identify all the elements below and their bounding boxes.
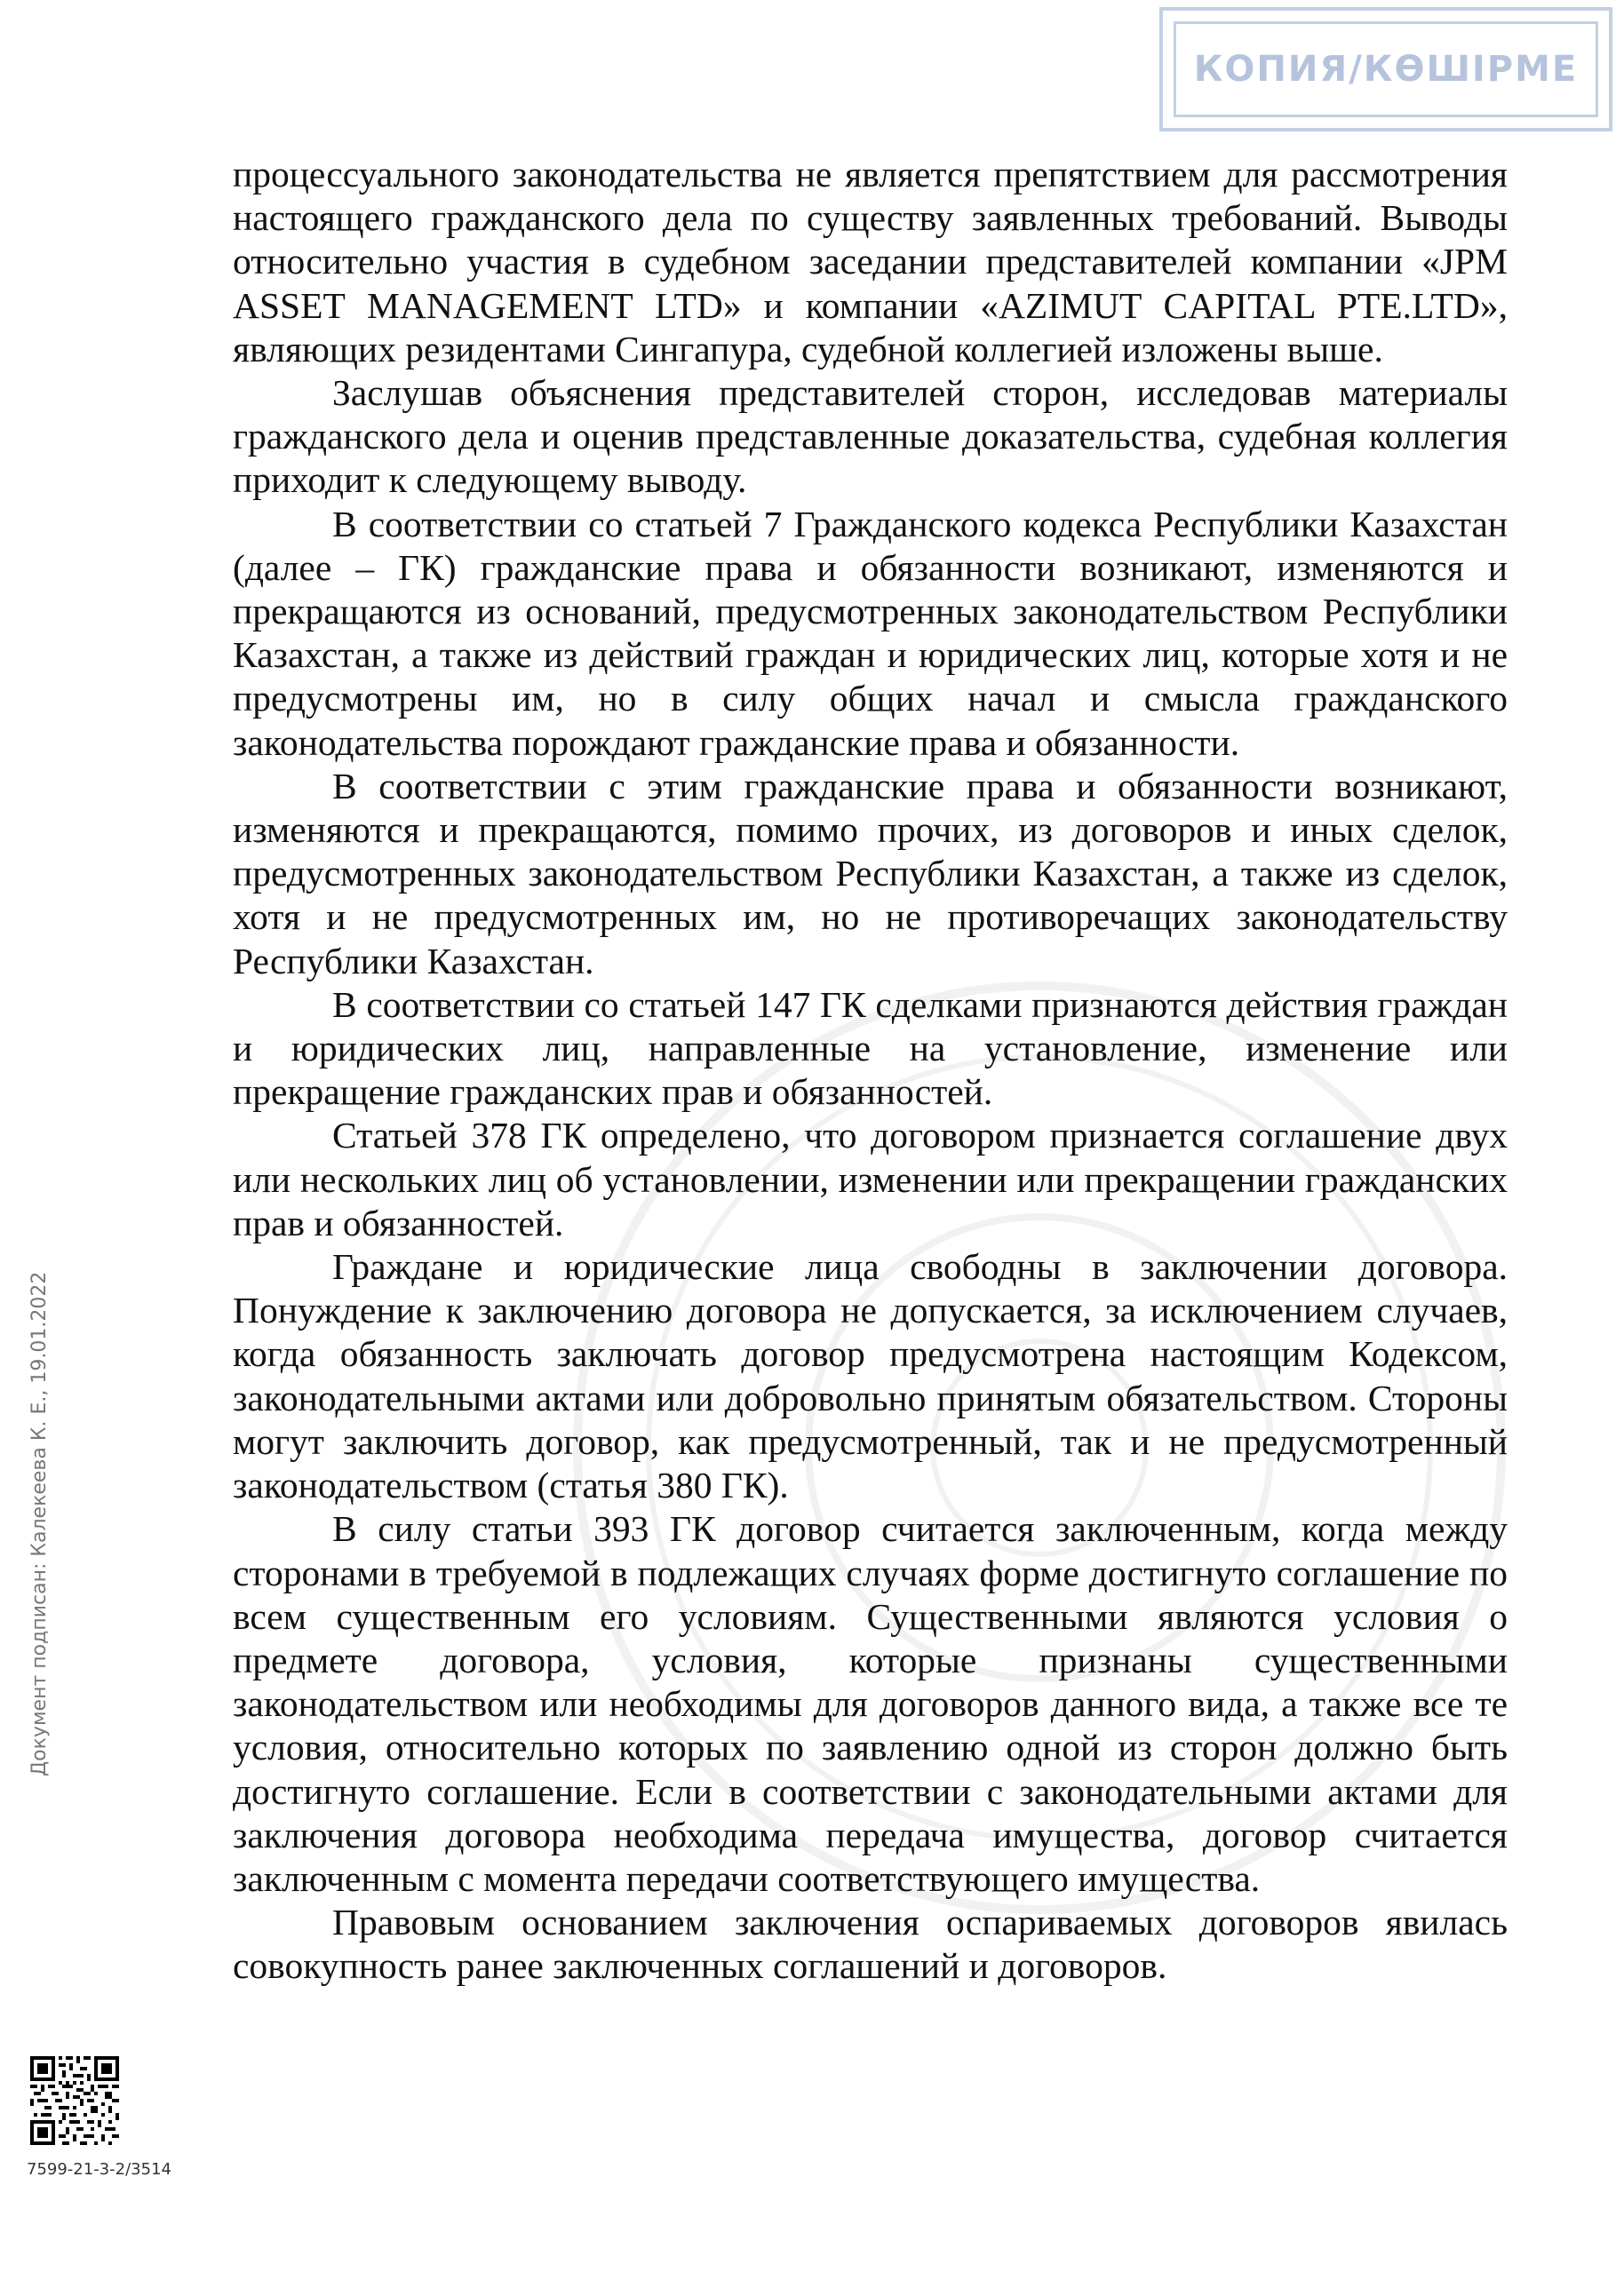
paragraph: В соответствии со статьей 7 Гражданского кодекса Республики Казахстан (далее – ГК) гражданские права и обязанности возникают, изменяются и прекращаются из оснований, предусмотренных законодательством Республики Казахстан, а также из действий граждан и юридических лиц, которые хотя и не предусмотрены им, но в силу общих начал и смысла гражданского законодательства порождают гражданские права и обязанности. xyxy=(233,503,1508,763)
paragraph: В силу статьи 393 ГК договор считается заключенным, когда между сторонами в требуемой в подлежащих случаях форме достигнуто соглашение по всем существенным его условиям. Существенными являются условия о предмете договора, условия, которые признаны существенными законодательством или необходимы для договоров данного вида, а также все те условия, относительно которых по заявлению одной из сторон должно быть достигнуто соглашение. Если в соответствии с законодательными актами для заключения договора необходима передача имущества, договор считается заключенным с момента передачи соответствующего имущества. xyxy=(233,1508,1508,1899)
paragraph: В соответствии со статьей 147 ГК сделками признаются действия граждан и юридических лиц, направленные на установление, изменение или прекращение гражданских прав и обязанностей. xyxy=(233,983,1508,1113)
signature-note: Документ подписан: Калекеева К. Е., 19.01.2022 xyxy=(28,1271,51,1776)
paragraph-continuation: процессуального законодательства не является препятствием для рассмотрения настоящего гражданского дела по существу заявленных требований. Выводы относительно участия в судебном заседании представителей компании «JPM ASSET MANAGEMENT LTD» и компании «AZIMUT CAPITAL PTE.LTD», являющих резидентами Сингапура, судебной коллегией изложены выше. xyxy=(233,154,1508,369)
document-code: 7599-21-3-2/3514 xyxy=(27,2160,171,2179)
paragraph: В соответствии с этим гражданские права и обязанности возникают, изменяются и прекращаются, помимо прочих, из договоров и иных сделок, предусмотренных законодательством Республики Казахстан, а также из сделок, хотя и не предусмотренных им, но не противоречащих законодательству Республики Казахстан. xyxy=(233,765,1508,981)
copy-stamp-label: КОПИЯ/КӨШІРМЕ xyxy=(1174,21,1598,117)
paragraph: Правовым основанием заключения оспариваемых договоров явилась совокупность ранее заключенных соглашений и договоров. xyxy=(233,1902,1508,1987)
paragraph: Заслушав объяснения представителей сторон, исследовав материалы гражданского дела и оценив представленные доказательства, судебная коллегия приходит к следующему выводу. xyxy=(233,372,1508,501)
copy-stamp xyxy=(1159,7,1612,131)
document-body xyxy=(233,153,1508,1989)
paragraph: Граждане и юридические лица свободны в заключении договора. Понуждение к заключению договора не допускается, за исключением случаев, когда обязанность заключать договор предусмотрена настоящим Кодексом, законодательными актами или добровольно принятым обязательством. Стороны могут заключить договор, как предусмотренный, так и не предусмотренный законодательством (статья 380 ГК). xyxy=(233,1246,1508,1506)
paragraph: Статьей 378 ГК определено, что договором признается соглашение двух или нескольких лиц об установлении, изменении или прекращении гражданских прав и обязанностей. xyxy=(233,1115,1508,1243)
qr-code-icon xyxy=(30,2056,119,2145)
